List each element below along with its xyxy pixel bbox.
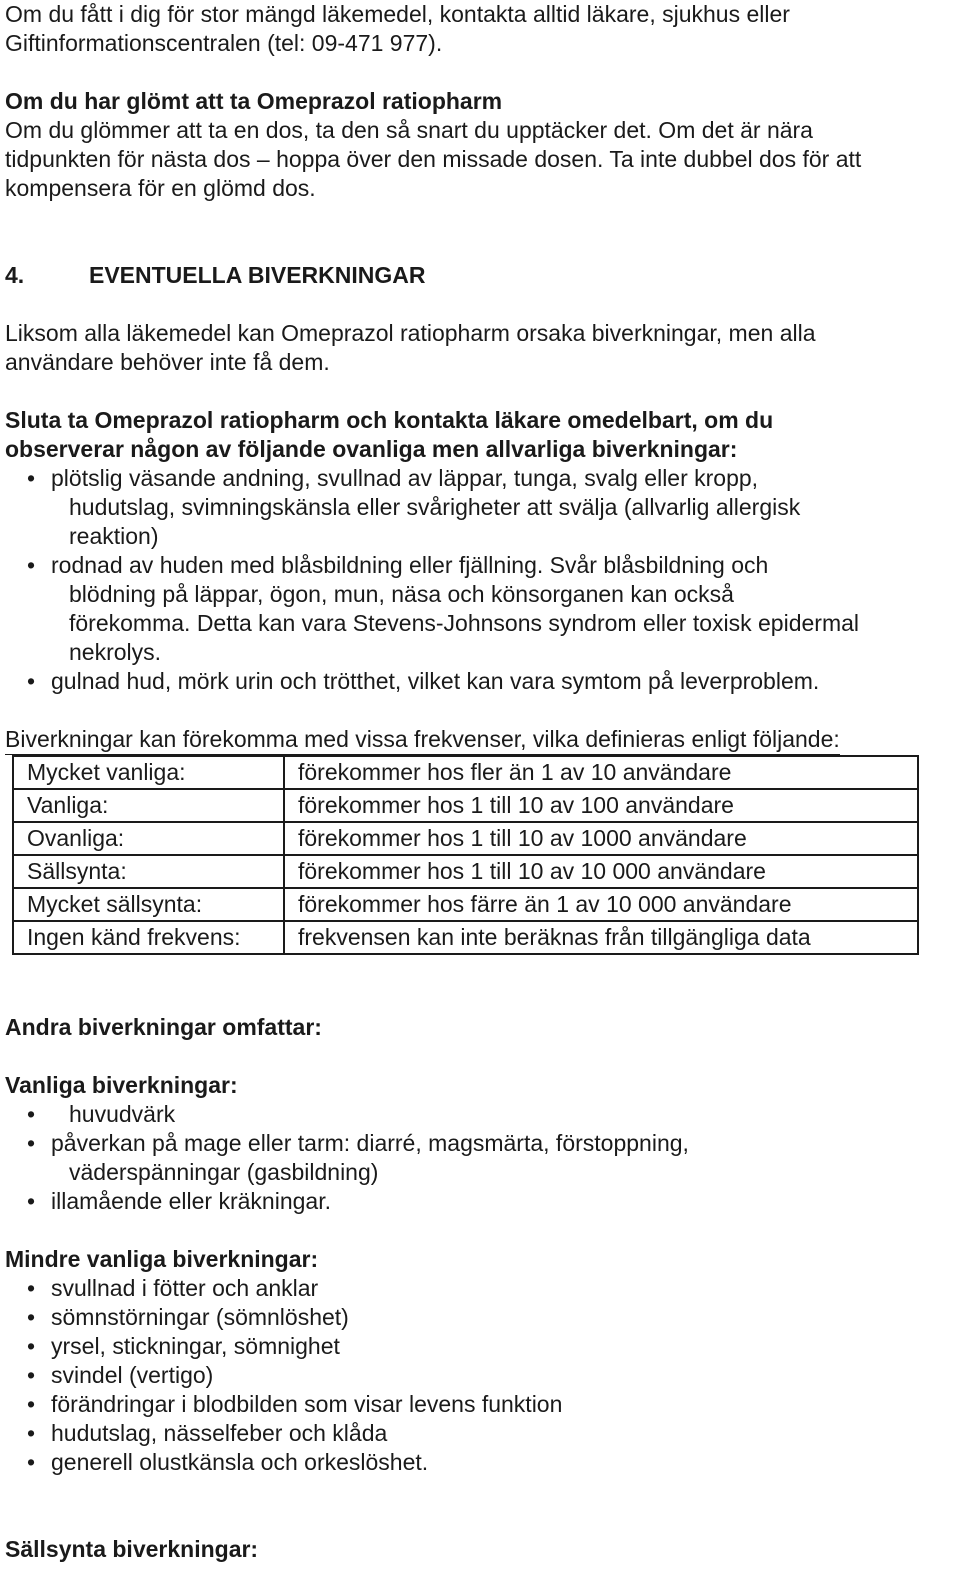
stop-taking-warning: [5, 406, 960, 464]
side-effects-intro: [5, 319, 960, 377]
text-line: påverkan på mage eller tarm: diarré, magsmärta, förstoppning,: [51, 1130, 689, 1156]
list-item: [5, 1187, 960, 1216]
common-side-effects-heading: Vanliga biverkningar:: [5, 1072, 238, 1098]
frequency-term: Mycket vanliga:: [13, 756, 284, 789]
table-row: [13, 822, 918, 855]
list-item: [5, 667, 960, 696]
document-page: [5, 0, 960, 1564]
text-line: Liksom alla läkemedel kan Omeprazol ratiopharm orsaka biverkningar, men alla: [5, 320, 816, 346]
list-item: [5, 551, 960, 667]
other-side-effects-heading: Andra biverkningar omfattar:: [5, 1014, 322, 1040]
text-line: illamående eller kräkningar.: [51, 1188, 331, 1214]
frequency-term: Vanliga:: [13, 789, 284, 822]
list-item: [5, 1332, 960, 1361]
text-line: kompensera för en glömd dos.: [5, 175, 316, 201]
uncommon-side-effects-heading: Mindre vanliga biverkningar:: [5, 1246, 319, 1272]
text-line: sömnstörningar (sömnlöshet): [51, 1304, 349, 1330]
text-line: tidpunkten för nästa dos – hoppa över den missade dosen. Ta inte dubbel dos för att: [5, 146, 862, 172]
frequency-definition: förekommer hos 1 till 10 av 1000 användare: [284, 822, 918, 855]
frequency-definition: förekommer hos färre än 1 av 10 000 användare: [284, 888, 918, 921]
frequency-definition: förekommer hos fler än 1 av 10 användare: [284, 756, 918, 789]
table-row: [13, 756, 918, 789]
text-line: Giftinformationscentralen (tel: 09-471 977).: [5, 30, 443, 56]
frequency-term: Sällsynta:: [13, 855, 284, 888]
bullet-icon: •: [26, 1188, 36, 1214]
section-number: 4.: [5, 262, 25, 288]
text-line: förändringar i blodbilden som visar levens funktion: [51, 1391, 563, 1417]
table-row: [13, 921, 918, 954]
bullet-icon: •: [26, 552, 36, 578]
list-item: [5, 1361, 960, 1390]
bullet-icon: •: [26, 1130, 36, 1156]
list-item: [5, 1419, 960, 1448]
text-line: svindel (vertigo): [51, 1362, 214, 1388]
bullet-icon: •: [26, 668, 36, 694]
frequency-term: Mycket sällsynta:: [13, 888, 284, 921]
frequency-definition: förekommer hos 1 till 10 av 100 användare: [284, 789, 918, 822]
bullet-icon: •: [26, 465, 36, 491]
text-line: Om du glömmer att ta en dos, ta den så snart du upptäcker det. Om det är nära: [5, 117, 813, 143]
text-line: generell olustkänsla och orkeslöshet.: [51, 1449, 429, 1475]
section-title: EVENTUELLA BIVERKNINGAR: [89, 262, 426, 288]
text-line: plötslig väsande andning, svullnad av läppar, tunga, svalg eller kropp,: [51, 465, 759, 491]
frequency-definition: frekvensen kan inte beräknas från tillgängliga data: [284, 921, 918, 954]
list-item: [5, 1448, 960, 1477]
frequency-intro: [5, 725, 960, 755]
bullet-icon: •: [26, 1391, 36, 1417]
frequency-table: [12, 755, 919, 955]
list-item: [5, 1100, 960, 1129]
bullet-icon: •: [26, 1304, 36, 1330]
forgot-dose-heading: Om du har glömt att ta Omeprazol ratiopharm: [5, 88, 503, 114]
text-line: Sluta ta Omeprazol ratiopharm och kontakta läkare omedelbart, om du: [5, 407, 774, 433]
text-line: användare behöver inte få dem.: [5, 349, 330, 375]
bullet-icon: •: [26, 1333, 36, 1359]
bullet-icon: •: [26, 1449, 36, 1475]
frequency-term: Ingen känd frekvens:: [13, 921, 284, 954]
frequency-intro-text: Biverkningar kan förekomma med vissa frekvenser, vilka definieras enligt följande:: [5, 725, 840, 755]
list-item: [5, 1303, 960, 1332]
serious-side-effects-list: [5, 464, 960, 696]
uncommon-side-effects-list: [5, 1274, 960, 1477]
text-line: rodnad av huden med blåsbildning eller fjällning. Svår blåsbildning och: [51, 552, 769, 578]
text-line: hudutslag, svimningskänsla eller svårigheter att svälja (allvarlig allergisk: [69, 494, 801, 520]
text-line: gulnad hud, mörk urin och trötthet, vilket kan vara symtom på leverproblem.: [51, 668, 820, 694]
common-side-effects-list: [5, 1100, 960, 1216]
table-row: [13, 789, 918, 822]
bullet-icon: •: [26, 1101, 36, 1127]
bullet-icon: •: [26, 1275, 36, 1301]
text-line: väderspänningar (gasbildning): [69, 1159, 379, 1185]
table-row: [13, 855, 918, 888]
text-line: yrsel, stickningar, sömnighet: [51, 1333, 340, 1359]
text-line: observerar någon av följande ovanliga men allvarliga biverkningar:: [5, 436, 738, 462]
text-line: reaktion): [69, 523, 159, 549]
list-item: [5, 464, 960, 551]
frequency-definition: förekommer hos 1 till 10 av 10 000 användare: [284, 855, 918, 888]
bullet-icon: •: [26, 1362, 36, 1388]
rare-side-effects-heading: Sällsynta biverkningar:: [5, 1536, 259, 1562]
text-line: huvudvärk: [69, 1101, 176, 1127]
text-line: förekomma. Detta kan vara Stevens-Johnsons syndrom eller toxisk epidermal: [69, 610, 860, 636]
text-line: Om du fått i dig för stor mängd läkemedel, kontakta alltid läkare, sjukhus eller: [5, 1, 790, 27]
text-line: hudutslag, nässelfeber och klåda: [51, 1420, 388, 1446]
table-row: [13, 888, 918, 921]
list-item: [5, 1129, 960, 1187]
text-line: nekrolys.: [69, 639, 162, 665]
frequency-term: Ovanliga:: [13, 822, 284, 855]
section-4-heading: [5, 261, 960, 290]
text-line: blödning på läppar, ögon, mun, näsa och könsorganen kan också: [69, 581, 734, 607]
text-line: svullnad i fötter och anklar: [51, 1275, 319, 1301]
forgot-dose-section: [5, 87, 960, 203]
bullet-icon: •: [26, 1420, 36, 1446]
list-item: [5, 1274, 960, 1303]
list-item: [5, 1390, 960, 1419]
overdose-paragraph: [5, 0, 960, 58]
